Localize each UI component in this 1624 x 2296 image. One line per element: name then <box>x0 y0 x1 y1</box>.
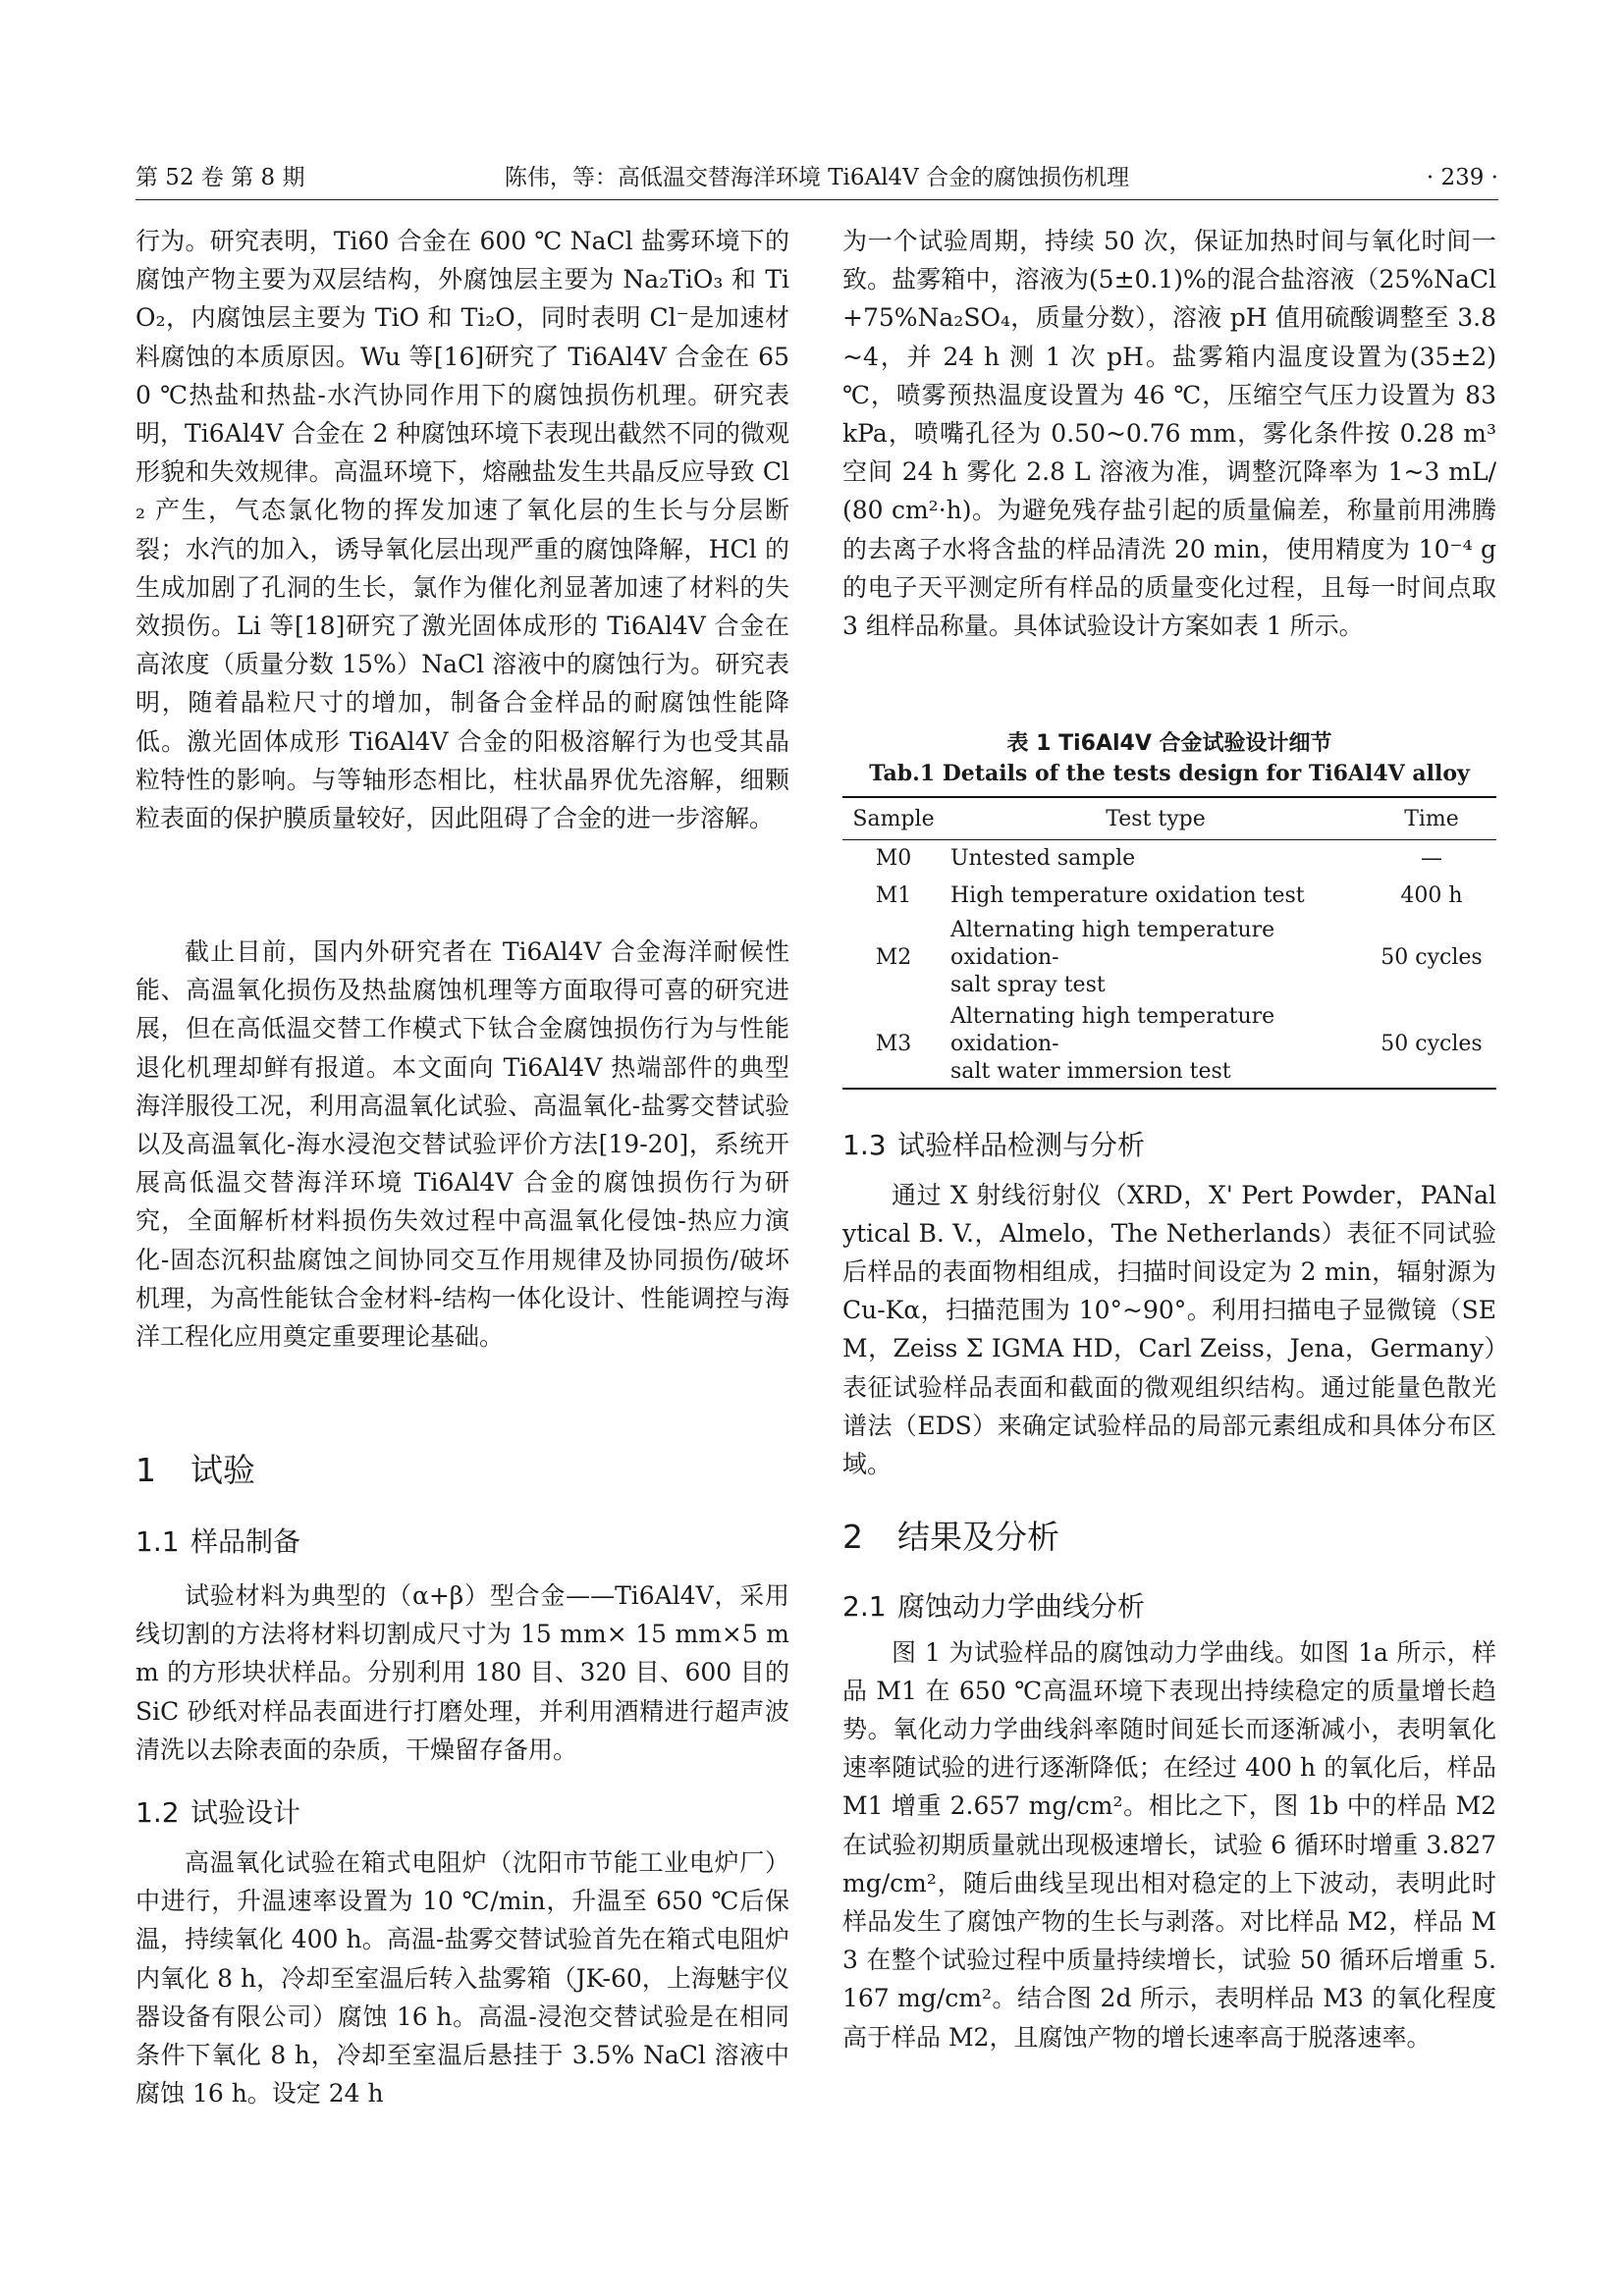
cell-test-type-line: salt water immersion test <box>950 1058 1231 1084</box>
section-title: 腐蚀动力学曲线分析 <box>897 1589 1146 1623</box>
cell-test-type: Untested sample <box>950 845 1136 871</box>
table-caption-cn: 表 1 Ti6Al4V 合金试验设计细节 <box>1006 731 1332 756</box>
cell-test-type-line: Alternating high temperature oxidation- <box>950 917 1275 970</box>
cell-test-type-line: salt spray test <box>950 972 1106 997</box>
cell-test-type <box>945 1001 1367 1089</box>
test-design-paragraph: 高温氧化试验在箱式电阻炉（沈阳市节能工业电炉厂）中进行，升温速率设置为 10 ℃/min，升温至 650 ℃后保温，持续氧化 400 h。高温-盐雾交替试验首先在箱式电阻炉内氧化 8 h，冷却至室温后转入盐雾箱（JK-60，上海魅宇仪器设备有限公司）腐蚀 16 h。高温-浸泡交替试验是在相同条件下氧化 8 h，冷却至室温后悬挂于 3.5% NaCl 溶液中腐蚀 16 h。设定 24 h <box>135 1848 789 2109</box>
cell-test-type <box>945 915 1367 1001</box>
section-number: 1 <box>135 1451 156 1489</box>
header-time: Time <box>1367 797 1496 840</box>
table-row <box>842 1001 1496 1089</box>
cell-time: 50 cycles <box>1380 944 1483 970</box>
intro-paragraph: 行为。研究表明，Ti60 合金在 600 ℃ NaCl 盐雾环境下的腐蚀产物主要为双层结构，外腐蚀层主要为 Na₂TiO₃ 和 TiO₂，内腐蚀层主要为 TiO 和 Ti₂O，同时表明 Cl⁻是加速材料腐蚀的本质原因。Wu 等[16]研究了 Ti6Al4V 合金在 650 ℃热盐和热盐-水汽协同作用下的腐蚀损伤机理。研究表明，Ti6Al4V 合金在 2 种腐蚀环境下表现出截然不同的微观形貌和失效规律。高温环境下，熔融盐发生共晶反应导致 Cl₂ 产生，气态氯化物的挥发加速了氧化层的生长与分层断裂；水汽的加入，诱导氧化层出现严重的腐蚀降解，HCl 的生成加剧了孔洞的生长，氯作为催化剂显著加速了材料的失效损伤。Li 等[18]研究了激光固体成形的 Ti6Al4V 合金在高浓度（质量分数 15%）NaCl 溶液中的腐蚀行为。研究表明，随着晶粒尺寸的增加，制备合金样品的耐腐蚀性能降低。激光固体成形 Ti6Al4V 合金的阳极溶解行为也受其晶粒特性的影响。与等轴形态相比，柱状晶界优先溶解，细颗粒表面的保护膜质量较好，因此阻碍了合金的进一步溶解。 <box>135 227 789 833</box>
section-1-1-heading <box>135 1522 789 1563</box>
table-row <box>842 878 1496 915</box>
characterization-paragraph: 通过 X 射线衍射仪（XRD，X' Pert Powder，PANalytical B. V.，Almelo，The Netherlands）表征不同试验后样品的表面物相组成，扫描时间设定为 2 min，辐射源为 Cu-Kα，扫描范围为 10°~90°。利用扫描电子显微镜（SEM，Zeiss Σ IGMA HD，Carl Zeiss，Jena，Germany）表征试验样品表面和截面的微观组织结构。通过能量色散光谱法（EDS）来确定试验样品的局部元素组成和具体分布区域。 <box>842 1180 1496 1478</box>
section-1-3-heading <box>842 1125 1496 1166</box>
cell-sample: M3 <box>842 1001 945 1089</box>
section-title: 试验样品检测与分析 <box>897 1128 1146 1161</box>
section-1-2-heading <box>135 1792 789 1834</box>
section-number: 1.1 <box>135 1525 180 1558</box>
table-header-row <box>842 797 1496 840</box>
cell-time: 400 h <box>1400 882 1463 908</box>
cell-test-type-line: Alternating high temperature oxidation- <box>950 1003 1275 1056</box>
page-number: · 239 · <box>1426 165 1498 190</box>
running-header <box>135 157 1498 198</box>
table-row <box>842 840 1496 878</box>
table-caption-en: Tab.1 Details of the tests design for Ti6Al4V alloy <box>869 761 1470 786</box>
section-2-1-heading <box>842 1586 1496 1628</box>
cell-sample: M0 <box>875 845 912 871</box>
journal-volume-issue: 第 52 卷 第 8 期 <box>135 165 305 190</box>
section-title: 试验 <box>190 1451 255 1489</box>
header-test-type: Test type <box>945 797 1367 840</box>
right-column <box>842 222 1496 2134</box>
sample-prep-paragraph: 试验材料为典型的（α+β）型合金——Ti6Al4V，采用线切割的方法将材料切割成尺寸为 15 mm× 15 mm×5 mm 的方形块状样品。分别利用 180 目、320 目、600 目的 SiC 砂纸对样品表面进行打磨处理，并利用酒精进行超声波清洗以去除表面的杂质，干燥留存备用。 <box>135 1581 789 1764</box>
section-number: 1.2 <box>135 1796 180 1829</box>
header-sample: Sample <box>842 797 945 840</box>
research-gap-paragraph: 截止目前，国内外研究者在 Ti6Al4V 合金海洋耐候性能、高温氧化损伤及热盐腐蚀机理等方面取得可喜的研究进展，但在高低温交替工作模式下钛合金腐蚀损伤行为与性能退化机理却鲜有报道。本文面向 Ti6Al4V 热端部件的典型海洋服役工况，利用高温氧化试验、高温氧化-盐雾交替试验以及高温氧化-海水浸泡交替试验评价方法[19-20]，系统开展高低温交替海洋环境 Ti6Al4V 合金的腐蚀损伤行为研究，全面解析材料损伤失效过程中高温氧化侵蚀-热应力演化-固态沉积盐腐蚀之间协同交互作用规律及协同损伤/破坏机理，为高性能钛合金材料-结构一体化设计、性能调控与海洋工程化应用奠定重要理论基础。 <box>135 937 789 1352</box>
section-number: 1.3 <box>842 1128 887 1161</box>
section-number: 2 <box>842 1517 863 1556</box>
left-column <box>135 222 789 2152</box>
section-2-heading <box>842 1514 1496 1561</box>
cell-test-type: High temperature oxidation test <box>950 882 1305 908</box>
section-number: 2.1 <box>842 1589 887 1623</box>
cell-sample: M2 <box>875 944 912 970</box>
cell-time: 50 cycles <box>1367 1001 1496 1089</box>
table-row <box>842 915 1496 1001</box>
section-title: 样品制备 <box>190 1525 301 1558</box>
section-1-heading <box>135 1447 789 1494</box>
section-title: 试验设计 <box>190 1796 301 1829</box>
table-1-grid <box>842 796 1496 1090</box>
table-1 <box>842 726 1496 1090</box>
cell-sample: M1 <box>875 882 912 908</box>
test-design-continuation-paragraph: 为一个试验周期，持续 50 次，保证加热时间与氧化时间一致。盐雾箱中，溶液为(5±0.1)%的混合盐溶液（25%NaCl+75%Na₂SO₄，质量分数），溶液 pH 值用硫酸调整至 3.8~4，并 24 h 测 1 次 pH。盐雾箱内温度设置为(35±2) ℃，喷雾预热温度设置为 46 ℃，压缩空气压力设置为 83 kPa，喷嘴孔径为 0.50~0.76 mm，雾化条件按 0.28 m³ 空间 24 h 雾化 2.8 L 溶液为准，调整沉降率为 1~3 mL/(80 cm²·h)。为避免残存盐引起的质量偏差，称量前用沸腾的去离子水将含盐的样品清洗 20 min，使用精度为 10⁻⁴ g 的电子天平测定所有样品的质量变化过程，且每一时间点取 3 组样品称量。具体试验设计方案如表 1 所示。 <box>842 227 1496 641</box>
cell-time: — <box>1421 845 1442 871</box>
running-title: 陈伟，等：高低温交替海洋环境 Ti6Al4V 合金的腐蚀损伤机理 <box>504 165 1130 190</box>
section-title: 结果及分析 <box>897 1517 1059 1556</box>
kinetics-paragraph: 图 1 为试验样品的腐蚀动力学曲线。如图 1a 所示，样品 M1 在 650 ℃高温环境下表现出持续稳定的质量增长趋势。氧化动力学曲线斜率随时间延长而逐渐减小，表明氧化速率随试验的进行逐渐降低；在经过 400 h 的氧化后，样品 M1 增重 2.657 mg/cm²。相比之下，图 1b 中的样品 M2 在试验初期质量就出现极速增长，试验 6 循环时增重 3.827 mg/cm²，随后曲线呈现出相对稳定的上下波动，表明此时样品发生了腐蚀产物的生长与剥落。对比样品 M2，样品 M3 在整个试验过程中质量持续增长，试验 50 循环后增重 5.167 mg/cm²。结合图 2d 所示，表明样品 M3 的氧化程度高于样品 M2，且腐蚀产物的增长速率高于脱落速率。 <box>842 1637 1496 2052</box>
header-rule <box>135 199 1498 200</box>
